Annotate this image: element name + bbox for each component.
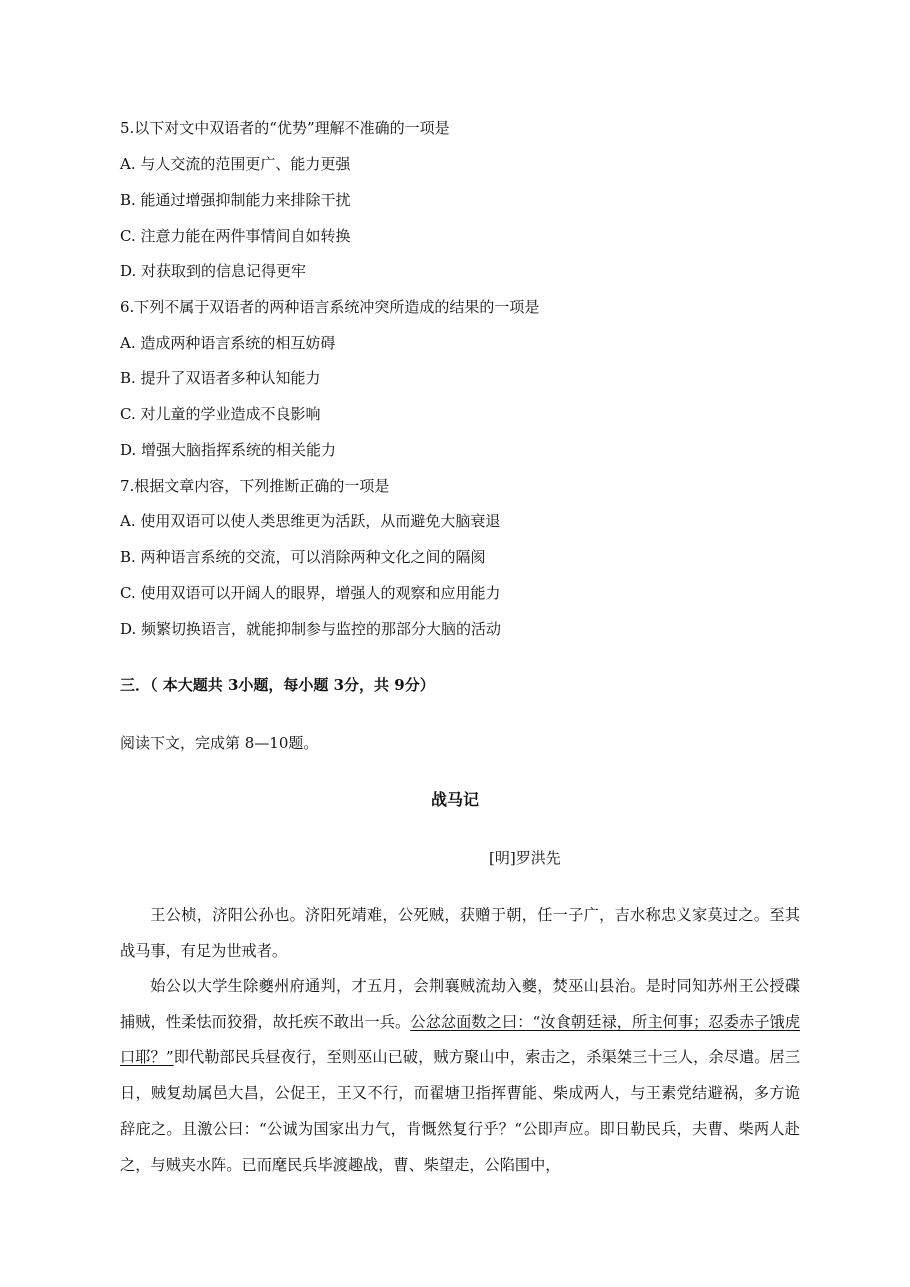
article-title: 战马记 [430, 790, 479, 809]
question-5-option-a: A. 与人交流的范围更广、能力更强 [120, 155, 351, 173]
underlined-quote: 公忿忿面数之曰：“汝食朝廷禄，所主何事；忍委赤子饿虎口耶？” [120, 1012, 801, 1067]
question-5-option-b: B. 能通过增强抑制能力来排除干扰 [120, 191, 351, 209]
question-6-option-d: D. 增强大脑指挥系统的相关能力 [120, 441, 337, 459]
question-5-option-c: C. 注意力能在两件事情间自如转换 [120, 227, 351, 245]
article-paragraph-1 [120, 898, 800, 969]
question-5-option-d: D. 对获取到的信息记得更牢 [120, 262, 307, 280]
article-paragraph-2 [120, 969, 800, 1183]
question-7-option-c: C. 使用双语可以开阔人的眼界，增强人的观察和应用能力 [120, 584, 501, 602]
question-6-option-c: C. 对儿童的学业造成不良影响 [120, 405, 321, 423]
question-6-option-a: A. 造成两种语言系统的相互妨碍 [120, 334, 336, 352]
paragraph-1-text: 王公桢，济阳公孙也。济阳死靖难，公死贼，获赠于朝，任一子广，吉水称忠义家莫过之。至其战马事，有足为世戒者。 [120, 906, 800, 960]
question-7-option-a: A. 使用双语可以使人类思维更为活跃，从而避免大脑衰退 [120, 512, 501, 530]
question-6-option-b: B. 提升了双语者多种认知能力 [120, 369, 321, 387]
question-5-stem: 5.以下对文中双语者的“优势”理解不准确的一项是 [120, 119, 450, 137]
question-7-option-b: B. 两种语言系统的交流，可以消除两种文化之间的隔阂 [120, 548, 486, 566]
article-author: [明]罗洪先 [489, 849, 561, 867]
section-instruction: 阅读下文，完成第 8—10题。 [120, 734, 319, 752]
section-heading: 三．（ 本大题共 3小题，每小题 3分，共 9分） [120, 676, 435, 694]
paragraph-2-text-b: 即代勒部民兵昼夜行，至则巫山已破，贼方聚山中，索击之，杀渠桀三十三人，余尽遣。居三日，贼复劫属邑大昌，公促王，王又不行，而翟塘卫指挥曹能、柴成两人，与王素党结避祸，多方诡辞庇之。且激公曰：“公诚为国家出力气，肯慨然复行乎？“公即声应。即日勒民兵，夫曹、柴两人赴之，与贼夹水阵。已而麾民兵毕渡趣战，曹、柴望走，公陷围中， [120, 1048, 801, 1174]
question-7-option-d: D. 频繁切换语言，就能抑制参与监控的那部分大脑的活动 [120, 620, 502, 638]
paragraph-2-text-a: 始公以大学生除夔州府通判，才五月，会荆襄贼流劫入夔，焚巫山县治。是时同知苏州王公授碟捕贼，性柔怯而狡猾，故托疾不敢出一兵。 [120, 977, 800, 1031]
question-7-stem: 7.根据文章内容，下列推断正确的一项是 [120, 477, 390, 495]
question-6-stem: 6.下列不属于双语者的两种语言系统冲突所造成的结果的一项是 [120, 298, 540, 316]
